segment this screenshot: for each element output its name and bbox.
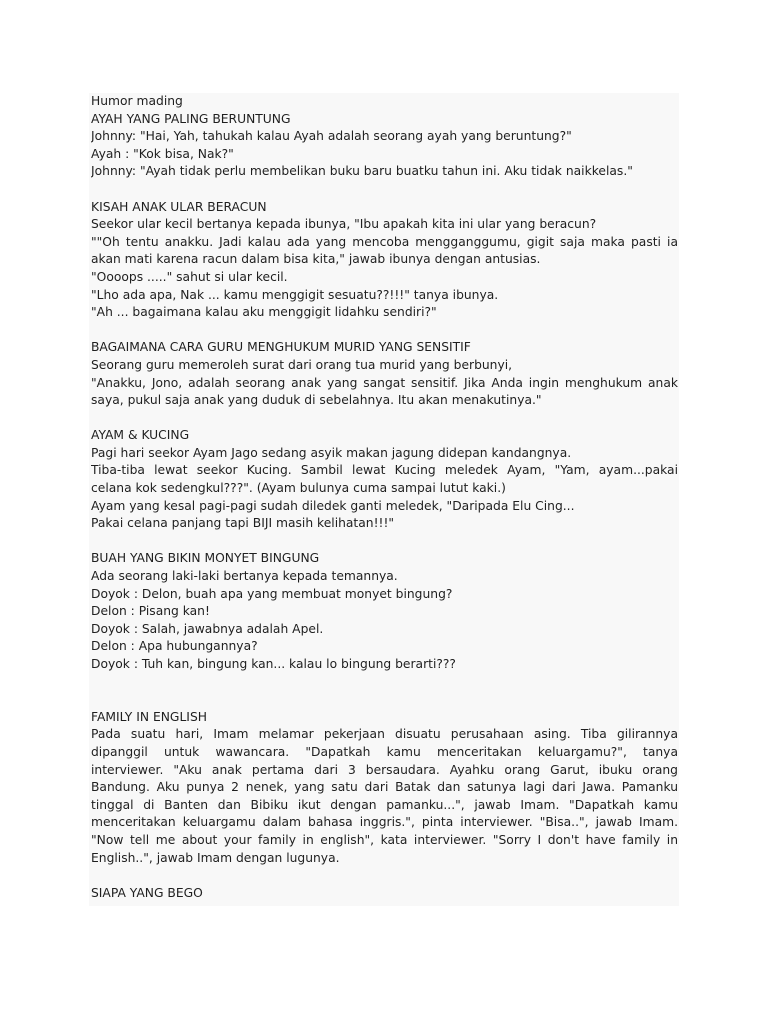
text-line: BUAH YANG BIKIN MONYET BINGUNG [91,551,320,566]
blank-line [91,691,678,709]
text-line: Humor mading [91,94,183,108]
text-line: BAGAIMANA CARA GURU MENGHUKUM MURID YANG SENSITIF [91,340,471,355]
text-line: saya, pukul saja anak yang duduk di sebelahnya. Itu akan menakutinya." [91,393,542,408]
text-line: "Lho ada apa, Nak ... kamu menggigit sesuatu??!!!" tanya ibunya. [91,287,499,302]
text-line: Johnny: "Ayah tidak perlu membelikan buku baru buatku tahun ini. Aku tidak naikkelas." [91,164,633,179]
document-text [89,93,679,902]
text-line: KISAH ANAK ULAR BERACUN [91,199,267,214]
text-line: "Oooops ....." sahut si ular kecil. [91,269,288,284]
text-line: Doyok : Salah, jawabnya adalah Apel. [91,621,324,636]
blank-line [91,181,678,199]
text-line: "Ah ... bagaimana kalau aku menggigit lidahku sendiri?" [91,305,437,320]
text-line: Delon : Pisang kan! [91,604,210,619]
text-line: Seorang guru memeroleh surat dari orang tua murid yang berbunyi, [91,357,513,372]
text-line: interviewer. "Aku anak pertama dari 3 bersaudara. Ayahku orang Garut, ibuku orang [91,762,678,777]
blank-line [91,533,678,551]
text-line: AYAH YANG PALING BERUNTUNG [91,111,291,126]
text-line: celana kok sedengkul???". (Ayam bulunya cuma sampai lutut kaki.) [91,481,506,496]
text-line: ""Oh tentu anakku. Jadi kalau ada yang mencoba mengganggumu, gigit saja maka pasti ia [91,234,678,249]
text-line: Bandung. Aku punya 2 nenek, yang satu dari Batak dan satunya lagi dari Jawa. Pamanku [91,780,678,795]
text-line: tinggal di Banten dan Bibiku ikut dengan pamanku...", jawab Imam. "Dapatkah kamu [91,797,678,812]
text-line: Ada seorang laki-laki bertanya kepada temannya. [91,569,398,584]
blank-line [91,674,678,692]
text-line: Johnny: "Hai, Yah, tahukah kalau Ayah adalah seorang ayah yang beruntung?" [91,129,572,144]
text-line: Doyok : Delon, buah apa yang membuat monyet bingung? [91,586,453,601]
text-line: FAMILY IN ENGLISH [91,709,207,724]
blank-line [91,410,678,428]
text-line: Delon : Apa hubungannya? [91,639,258,654]
text-line: SIAPA YANG BEGO [91,885,203,900]
text-line: akan mati karena racun dalam bisa kita," jawab ibunya dengan antusias. [91,252,541,267]
text-line: Tiba-tiba lewat seekor Kucing. Sambil lewat Kucing meledek Ayam, "Yam, ayam...pakai [91,463,678,478]
text-line: English..", jawab Imam dengan lugunya. [91,850,340,865]
text-line: Pakai celana panjang tapi BIJI masih kelihatan!!!" [91,516,395,531]
document-page [89,93,679,906]
text-line: Ayah : "Kok bisa, Nak?" [91,146,234,161]
text-line: "Anakku, Jono, adalah seorang anak yang sangat sensitif. Jika Anda ingin menghukum anak [91,375,678,390]
blank-line [91,322,678,340]
text-line: Doyok : Tuh kan, bingung kan... kalau lo bingung berarti??? [91,657,456,671]
text-line: Ayam yang kesal pagi-pagi sudah diledek ganti meledek, "Daripada Elu Cing... [91,498,575,513]
text-line: Seekor ular kecil bertanya kepada ibunya, "Ibu apakah kita ini ular yang beracun? [91,217,597,232]
text-line: "Now tell me about your family in english", kata interviewer. "Sorry I don't have family in [91,832,678,847]
text-line: menceritakan keluargamu dalam bahasa inggris.", pinta interviewer. "Bisa..", jawab Imam. [91,815,678,830]
text-line: Pagi hari seekor Ayam Jago sedang asyik makan jagung didepan kandangnya. [91,445,572,460]
text-line: Pada suatu hari, Imam melamar pekerjaan disuatu perusahaan asing. Tiba gilirannya [91,727,678,742]
blank-line [91,867,678,885]
text-line: dipanggil untuk wawancara. "Dapatkah kamu menceritakan keluargamu?", tanya [91,744,678,759]
text-line: AYAM & KUCING [91,428,190,443]
